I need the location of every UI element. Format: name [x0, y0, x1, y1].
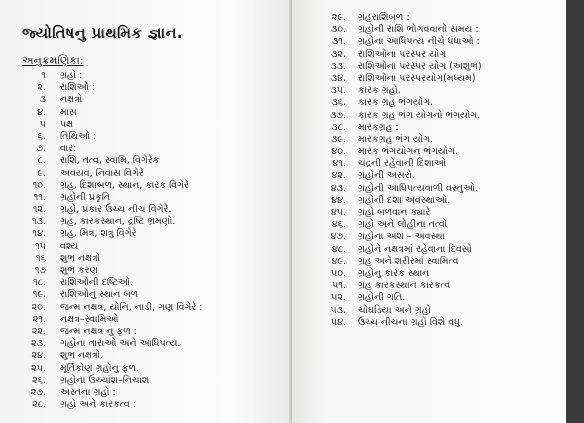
contents-entry [14, 216, 284, 228]
entry-title: મારકગ્રહ ભંગ યોગ. [358, 133, 434, 145]
contents-entry [306, 12, 562, 24]
contents-entry [14, 204, 284, 216]
entry-title: ગ્રહો : [60, 70, 83, 81]
entry-number: ૧૯. [32, 289, 46, 301]
contents-entry [14, 314, 284, 326]
contents-list-right [306, 12, 562, 329]
entry-title: જન્મ નક્ષત્ર નુ ફળ : [60, 325, 137, 337]
entry-number: ૧૧. [33, 191, 46, 203]
entry-title: ચંદ્રની રહેવાની દિશાઓ [358, 158, 446, 170]
entry-number: ૪૦. [331, 146, 346, 158]
entry-title: નક્ષત્રો [60, 94, 83, 106]
entry-number: ૪૭. [330, 231, 346, 243]
entry-number: ૫૧. [332, 280, 346, 292]
contents-entry [14, 107, 284, 119]
entry-title: અસ્તના ગ્રહો : [60, 386, 116, 398]
contents-entry [306, 231, 562, 243]
contents-entry [306, 170, 562, 182]
entry-number: ૭. [36, 143, 46, 155]
entry-title: ગ્રહ, મિત્ર, શત્રુ વિગેરે [60, 228, 137, 240]
contents-entry [14, 82, 284, 94]
contents-entry [14, 387, 284, 399]
entry-title: ગ્રહોના ઉચ્ચાંશ–નિચાંશ [60, 374, 150, 386]
entry-title: તિથિઓ : [60, 130, 97, 142]
contents-entry [306, 122, 562, 134]
entry-title: નક્ષત્ર–સ્વામિઓ [60, 313, 119, 325]
contents-entry [306, 134, 562, 146]
contents-entry [306, 292, 562, 304]
entry-title: ગ્રહો અને લોહીના તત્વો [358, 219, 448, 231]
entry-number: ૧૭ [34, 265, 46, 276]
entry-number: ૧ [41, 70, 46, 81]
next-page-edge [566, 0, 584, 423]
entry-number: ૬. [37, 130, 46, 142]
entry-number: ૩૭. [330, 109, 346, 121]
entry-number: ૨૨. [31, 325, 46, 337]
entry-number: ૪૩. [330, 182, 346, 194]
contents-entry [14, 253, 284, 265]
entry-number: ૯. [37, 167, 46, 179]
entry-number: ૨૫. [31, 362, 46, 374]
entry-title: ચોઘડિયા અને ગ્રહો [358, 304, 431, 316]
entry-title: ગ્રહ કારકસ્થાન કારકત્વ [358, 280, 451, 292]
contents-entry [14, 155, 284, 167]
entry-title: ગ્રહોની આધિપત્યવાળી વસ્તુઓ. [358, 182, 479, 194]
contents-entry [306, 110, 562, 122]
entry-title: રાશિ, તત્વ, સ્વામિ, વિગેરેક [60, 155, 160, 167]
contents-entry [14, 265, 284, 277]
page-title: જ્યોતિષનુ પ્રાથમિક જ્ઞાન. [22, 24, 183, 42]
entry-number: ૨૬. [32, 374, 46, 386]
entry-title: રાશિઓનું સ્થાન બળ [60, 289, 139, 301]
entry-title: ગ્રહો બળવાન ક્યારે [358, 207, 431, 218]
entry-number: ૮. [37, 155, 46, 167]
entry-title: કારક ગ્રહ ભંગયોગ. [358, 97, 434, 109]
entry-number: ૨૪. [31, 350, 46, 362]
entry-title: ગ્રહોની અસરો. [358, 170, 415, 182]
entry-number: ૩ [39, 94, 46, 106]
entry-number: ૪૯. [331, 255, 346, 267]
contents-entry [306, 317, 562, 329]
entry-number: ૧૩. [31, 216, 46, 228]
entry-title: કારક ગ્રહો. [358, 85, 401, 97]
entry-title: મારકગ્રહ : [358, 121, 399, 133]
contents-entry [306, 280, 562, 292]
entry-number: ૨૭. [30, 386, 46, 398]
contents-entry [14, 277, 284, 289]
entry-title: ઉચ્ચ નીચના ગ્રહો વિશે વધુ. [358, 316, 463, 328]
contents-entry [306, 268, 562, 280]
contents-entry [306, 24, 562, 36]
entry-title: શુભ કરણ [60, 265, 98, 276]
entry-number: ૫ [39, 118, 46, 130]
entry-title: ગહોના તારાઓ અને આધિપત્ય. [60, 338, 181, 350]
contents-entry [306, 73, 562, 85]
entry-title: માસ [60, 106, 77, 118]
contents-entry [306, 219, 562, 231]
contents-entry [306, 36, 562, 48]
right-page [292, 0, 584, 423]
entry-number: ૧૮. [33, 277, 46, 289]
contents-entry [14, 350, 284, 362]
contents-entry [14, 180, 284, 192]
entry-title: વશ્ય [60, 240, 79, 252]
entry-number: ૪૪. [331, 194, 346, 206]
entry-number: ૨૮. [32, 399, 46, 411]
entry-title: રાશિઓના પરસ્પર યોગ (અશુભ) [358, 60, 482, 72]
entry-title: ગ્રહ, દિશાબળ, સ્થાન, કારક વિગેરે [60, 179, 189, 191]
contents-entry [306, 85, 562, 97]
entry-title: જન્મ નક્ષત્ર, યોનિ, નાડી, ગણ વિગેરે : [60, 301, 203, 313]
entry-number: ૪૬. [331, 219, 346, 231]
entry-title: ગ્રહોને નક્ષત્રમાં રહેવાના દિવસો [358, 243, 472, 255]
contents-entry [14, 70, 284, 82]
contents-entry [14, 375, 284, 387]
entry-number: ૨૦. [31, 301, 46, 313]
entry-title: ગ્રહોની દશા અવસ્થાઓ. [358, 194, 451, 206]
entry-title: ગ્રહોની પ્રકૃતિ [60, 191, 111, 203]
entry-title: શુભ નક્ષત્રો. [60, 350, 104, 362]
entry-number: ૫૩. [330, 304, 346, 316]
entry-number: ૪૧. [332, 158, 346, 170]
entry-number: ૪. [37, 106, 46, 118]
contents-entry [14, 363, 284, 375]
entry-number: ૩૪. [330, 72, 346, 84]
contents-entry [14, 326, 284, 338]
entry-title: ગ્રહરાશિબળ : [358, 12, 410, 23]
contents-entry [306, 49, 562, 61]
entry-title: રાશિઓના પરસ્પરયોગ(મધ્યમ) [358, 72, 476, 84]
entry-number: ૧૨. [32, 204, 46, 216]
contents-entry [306, 158, 562, 170]
contents-entry [14, 338, 284, 350]
entry-number: ૩૫. [330, 85, 346, 97]
entry-number: ૨૧. [32, 313, 46, 325]
entry-title: રાશિઓના પરસ્પર યોગ [358, 48, 447, 60]
entry-number: ૩૦. [330, 24, 346, 36]
entry-title: મૂર્તિકોણ ગ્રહોનુ ફળ. [60, 362, 139, 374]
contents-entry [14, 289, 284, 301]
contents-entry [14, 131, 284, 143]
entry-number: ૩૮. [331, 121, 346, 133]
entry-title: ગ્રહો, પ્રકાર ઉચ્ચ નીચ વિગેરે. [60, 204, 172, 216]
contents-entry [306, 305, 562, 317]
contents-entry [14, 302, 284, 314]
entry-title: અવયવ, નિવાસ વિગેરે [60, 167, 144, 179]
entry-title: ગ્રહોની ગતિ. [358, 292, 406, 304]
entry-title: ગ્રહોની રાશિ ભોગવવાનો સમય : [358, 24, 479, 36]
entry-number: ૫૦. [331, 267, 346, 279]
entry-number: ૧૦. [32, 179, 46, 191]
entry-number: ૫૨. [331, 292, 346, 304]
contents-entry [306, 183, 562, 195]
entry-number: ૩૯. [331, 133, 346, 145]
contents-entry [14, 241, 284, 253]
entry-number: ૪૫. [330, 207, 346, 218]
entry-number: ૩૨. [331, 48, 346, 60]
entry-title: ગ્રહોનુ કારક સ્થાન [358, 267, 430, 279]
entry-title: રાશિઓ : [60, 82, 96, 94]
contents-heading: અનુક્રમણિકા: [22, 54, 84, 67]
contents-entry [14, 192, 284, 204]
contents-entry [14, 399, 284, 411]
contents-entry [14, 94, 284, 106]
entry-title: કારક ગ્રહ ભંગ યોગનો ભંગયોગ. [358, 109, 481, 121]
entry-title: મારક ભંગયોગન ભંગયોગ. [358, 146, 459, 158]
entry-number: ૩૧. [331, 36, 346, 48]
entry-number: ૪૮. [331, 243, 346, 255]
entry-title: વાર: [60, 143, 77, 155]
entry-title: ગ્રહ અને શરીરમાં સ્વામિત્વ [358, 255, 459, 267]
entry-number: ૨૯. [331, 12, 346, 23]
entry-title: પક્ષ [60, 118, 74, 130]
entry-number: ૪૨. [331, 170, 346, 182]
contents-entry [14, 143, 284, 155]
contents-entry [14, 119, 284, 131]
entry-number: ૧૬ [36, 252, 46, 264]
contents-list-left [14, 70, 284, 411]
contents-entry [14, 228, 284, 240]
contents-entry [306, 97, 562, 109]
contents-entry [306, 146, 562, 158]
entry-title: રાશિઓની દષ્ટિઓ. [60, 277, 133, 289]
contents-entry [306, 244, 562, 256]
contents-entry [306, 207, 562, 219]
entry-number: ૧૫ [35, 240, 46, 252]
contents-entry [14, 168, 284, 180]
entry-title: ગ્રહોના અંશ – અવસ્થા [358, 231, 445, 243]
entry-title: શુભ નક્ષત્રો [60, 252, 101, 264]
contents-entry [306, 256, 562, 268]
entry-number: ૨. [37, 82, 46, 94]
entry-title: ગ્રહો અને કારકત્વ : [60, 399, 136, 411]
entry-number: ૩૩. [330, 60, 346, 72]
contents-entry [306, 61, 562, 73]
entry-number: ૫૪. [330, 316, 346, 328]
entry-number: ૩૬. [331, 97, 346, 109]
entry-title: ગ્રહોના આધિપત્ય નીચે ધંધાઓ : [358, 36, 480, 48]
contents-entry [306, 195, 562, 207]
entry-number: ૧૪. [32, 228, 46, 240]
entry-number: ૨૩. [31, 338, 46, 350]
entry-title: ગ્રહ, કારકસ્થાન, દ્રષ્ટિ ભ્રમણો. [60, 216, 176, 228]
